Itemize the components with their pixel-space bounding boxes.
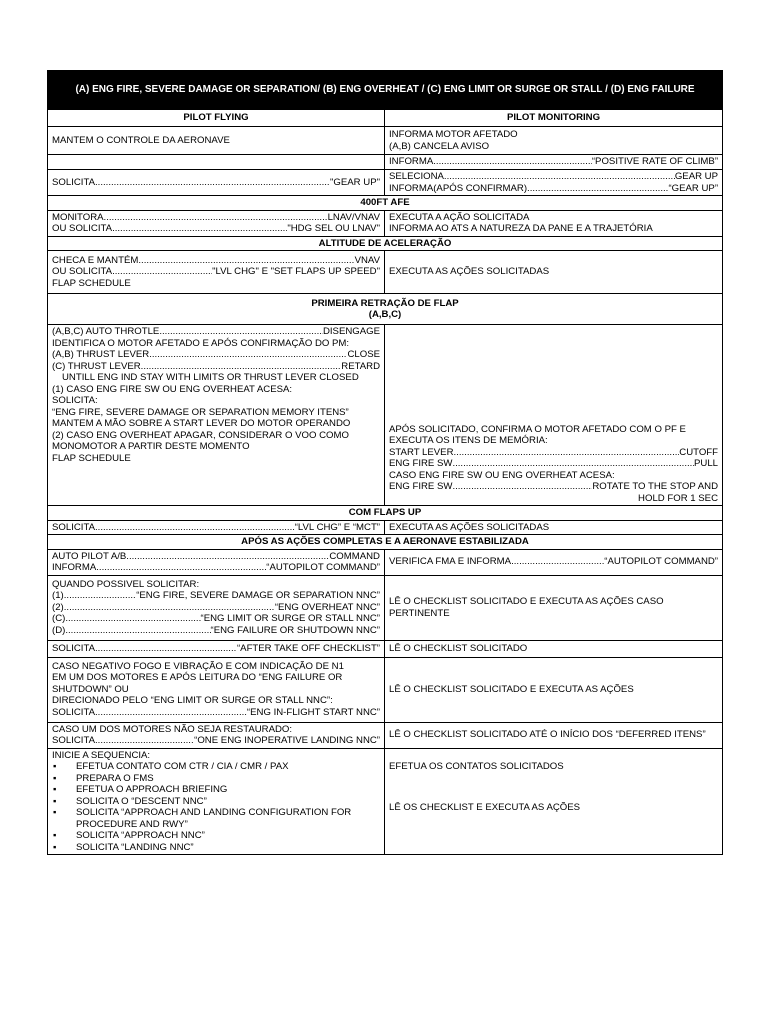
pf-line: (2) CASO ENG OVERHEAT APAGAR, CONSIDERAR O VOO COMO xyxy=(52,429,349,441)
pf-cell xyxy=(48,722,385,748)
pf-line-label: INFORMA xyxy=(52,562,97,573)
pf-cell xyxy=(48,657,385,722)
pm-line: LÊ OS CHECKLIST E EXECUTA AS AÇÕES xyxy=(389,802,581,813)
pm-line-value: “POSITIVE RATE OF CLIMB” xyxy=(591,156,719,168)
pf-line: CASO NEGATIVO FOGO E VIBRAÇÃO E COM INDICAÇÃO DE N1 xyxy=(52,660,344,672)
pm-line xyxy=(389,156,718,168)
pf-line-value: RETARD xyxy=(341,360,380,372)
list-item: ▪ SOLICITA “APPROACH AND LANDING CONFIGURATION FOR PROCEDURE AND RWY” xyxy=(52,807,380,830)
pm-cell: LÊ O CHECKLIST SOLICITADO E EXECUTA AS AÇÕES CASO PERTINENTE xyxy=(385,575,723,640)
pm-cell: LÊ O CHECKLIST SOLICITADO E EXECUTA AS AÇÕES xyxy=(385,657,723,722)
pf-line: SHUTDOWN” OU xyxy=(52,683,129,695)
pf-line-label: SOLICITA xyxy=(52,735,96,746)
pf-line xyxy=(52,223,380,235)
pf-line-value: VNAV xyxy=(354,254,380,266)
pf-line xyxy=(52,643,380,655)
pf-line: FLAP SCHEDULE xyxy=(52,277,131,289)
pf-line xyxy=(52,361,380,373)
pm-line xyxy=(389,171,718,183)
pm-line: EXECUTA OS ITENS DE MEMÓRIA: xyxy=(389,435,548,446)
pf-line-value: "GEAR UP" xyxy=(330,176,380,188)
pf-line: SOLICITA: xyxy=(52,395,98,406)
section-title: COM FLAPS UP xyxy=(48,506,723,521)
pm-cell xyxy=(385,748,723,855)
pf-line: DIRECIONADO PELO “ENG LIMIT OR SURGE OR STALL NNC”: xyxy=(52,695,333,707)
pm-line-value: “GEAR UP” xyxy=(668,182,719,194)
pf-line-label: (C) xyxy=(52,613,66,625)
pf-line xyxy=(52,602,380,614)
pf-line-label: (C) THRUST LEVER xyxy=(52,360,141,372)
pf-line-label: MONITORA xyxy=(52,211,104,223)
pf-line: MONOMOTOR A PARTIR DESTE MOMENTO xyxy=(52,441,250,452)
pm-line-value: PULL xyxy=(694,458,719,469)
title-sep: / xyxy=(317,84,323,96)
pf-line xyxy=(52,735,380,747)
title-part-b: (B) ENG OVERHEAT xyxy=(322,84,419,96)
header-row xyxy=(48,110,723,127)
pf-line: IDENTIFICA O MOTOR AFETADO E APÓS CONFIRMAÇÃO DO PM: xyxy=(52,337,350,349)
pf-line: (1) CASO ENG FIRE SW OU ENG OVERHEAT ACESA: xyxy=(52,383,293,395)
section-title-sub: (A,B,C) xyxy=(368,309,402,320)
pf-line-label: SOLICITA xyxy=(52,706,96,718)
pm-cell: EXECUTA AS AÇÕES SOLICITADAS xyxy=(385,520,723,535)
list-item: ▪ EFETUA O APPROACH BRIEFING xyxy=(52,784,380,796)
pf-line-label: OU SOLICITA xyxy=(52,223,113,234)
pm-line: CASO ENG FIRE SW OU ENG OVERHEAT ACESA: xyxy=(389,469,615,481)
pf-line: MANTEM A MÃO SOBRE A START LEVER DO MOTOR OPERANDO xyxy=(52,418,351,429)
section-title: ALTITUDE DE ACELERAÇÃO xyxy=(48,236,723,251)
pf-cell xyxy=(48,251,385,294)
pf-line: UNTILL ENG IND STAY WITH LIMITS OR THRUST LEVER CLOSED xyxy=(62,372,359,383)
pf-cell xyxy=(48,210,385,236)
pm-line: EFETUA OS CONTATOS SOLICITADOS xyxy=(389,760,564,772)
pf-line-value: "LVL CHG" E "SET FLAPS UP SPEED" xyxy=(212,266,380,278)
section-row xyxy=(48,236,723,251)
pm-line-value: GEAR UP xyxy=(674,171,719,182)
checklist-title xyxy=(48,71,723,110)
section-title xyxy=(48,294,723,325)
pm-line: EXECUTA A AÇÃO SOLICITADA xyxy=(389,211,530,223)
pf-line xyxy=(52,349,380,361)
table-row xyxy=(48,575,723,640)
section-row xyxy=(48,535,723,550)
pf-cell xyxy=(48,575,385,640)
pm-line: HOLD FOR 1 SEC xyxy=(638,492,719,504)
pf-line-label: SOLICITA xyxy=(52,176,96,188)
pf-line-value: “ONE ENG INOPERATIVE LANDING NNC” xyxy=(194,735,380,746)
pm-line: INFORMA AO ATS A NATUREZA DA PANE E A TRAJETÓRIA xyxy=(389,223,653,234)
pm-line xyxy=(389,556,718,568)
pf-line xyxy=(52,522,380,534)
pf-line xyxy=(52,590,380,602)
pf-line-label: SOLICITA xyxy=(52,521,96,533)
pilot-monitoring-header: PILOT MONITORING xyxy=(385,110,723,127)
pf-line-value: “ENG IN-FLIGHT START NNC” xyxy=(246,706,380,718)
pm-line-label: START LEVER xyxy=(389,446,454,458)
table-row xyxy=(48,657,723,722)
pm-line: INFORMA MOTOR AFETADO xyxy=(389,129,518,140)
pf-line-value: “ENG LIMIT OR SURGE OR STALL NNC” xyxy=(200,613,380,625)
pm-line-label: SELECIONA xyxy=(389,171,444,182)
pf-line-value: “AFTER TAKE OFF CHECKLIST” xyxy=(236,642,380,654)
pf-line-value: CLOSE xyxy=(347,349,380,360)
pm-line xyxy=(389,458,718,470)
pf-cell xyxy=(48,748,385,855)
pm-cell: EXECUTA AS AÇÕES SOLICITADAS xyxy=(385,251,723,294)
pf-line-label: (A,B,C) AUTO THROTLE xyxy=(52,326,160,337)
pf-line-label: (1) xyxy=(52,590,64,602)
pf-line xyxy=(52,266,380,278)
pm-line-label: ENG FIRE SW xyxy=(389,458,453,469)
pilot-flying-header: PILOT FLYING xyxy=(48,110,385,127)
pf-line: INICIE A SEQUENCIA: xyxy=(52,749,151,761)
pm-line-label: VERIFICA FMA E INFORMA xyxy=(389,556,512,568)
pf-line-value: LNAV/VNAV xyxy=(327,211,380,223)
pm-line-label: INFORMA(APÓS CONFIRMAR) xyxy=(389,182,528,194)
pf-line-value: “ENG OVERHEAT NNC” xyxy=(274,601,380,613)
pm-cell xyxy=(385,325,723,506)
pm-cell xyxy=(385,549,723,575)
pm-line-value: CUTOFF xyxy=(679,446,719,458)
pf-line-label: (D) xyxy=(52,624,66,636)
section-title-main: PRIMEIRA RETRAÇÃO DE FLAP xyxy=(311,297,459,309)
pf-line xyxy=(52,326,380,338)
table-row xyxy=(48,155,723,170)
table-row xyxy=(48,640,723,657)
pf-cell: MANTEM O CONTROLE DA AERONAVE xyxy=(48,127,385,155)
checklist-table xyxy=(47,70,723,855)
section-row xyxy=(48,196,723,211)
pf-line-label: (2) xyxy=(52,601,64,613)
table-row xyxy=(48,325,723,506)
title-part-c: (C) ENG LIMIT OR SURGE OR STALL xyxy=(427,84,603,96)
table-row xyxy=(48,210,723,236)
pm-line xyxy=(389,183,718,195)
pf-line-label: (A,B) THRUST LEVER xyxy=(52,349,150,360)
pm-line-label: INFORMA xyxy=(389,156,434,168)
pf-cell xyxy=(48,170,385,196)
pf-line-value: “ENG FAILURE OR SHUTDOWN NNC” xyxy=(210,624,380,636)
pf-line-value: COMMAND xyxy=(329,550,380,562)
pf-line xyxy=(52,707,380,719)
pm-cell xyxy=(385,170,723,196)
pm-line-label: ENG FIRE SW xyxy=(389,481,453,492)
title-row xyxy=(48,71,723,110)
title-part-d: (D) ENG FAILURE xyxy=(610,84,695,96)
pf-line-value: DISENGAGE xyxy=(322,326,380,337)
table-row xyxy=(48,748,723,855)
pf-line xyxy=(52,625,380,637)
table-row xyxy=(48,251,723,294)
pf-line: EM UM DOS MOTORES E APÓS LEITURA DO “ENG FAILURE OR xyxy=(52,672,343,684)
pf-line xyxy=(52,255,380,267)
pf-line: “ENG FIRE, SEVERE DAMAGE OR SEPARATION MEMORY ITENS” xyxy=(52,406,349,418)
sequence-list xyxy=(52,761,380,853)
list-item: ▪ PREPARA O FMS xyxy=(52,773,380,785)
pm-line-value: ROTATE TO THE STOP AND xyxy=(592,481,719,492)
list-item: ▪ SOLICITA O “DESCENT NNC” xyxy=(52,796,380,808)
section-title: 400FT AFE xyxy=(48,196,723,211)
pf-cell xyxy=(48,520,385,535)
pf-line-value: "HDG SEL OU LNAV" xyxy=(287,223,380,234)
title-sep: / xyxy=(418,84,428,96)
list-item: ▪ EFETUA CONTATO COM CTR / CIA / CMR / PAX xyxy=(52,761,380,773)
title-part-a: (A) ENG FIRE, SEVERE DAMAGE OR SEPARATION xyxy=(75,84,318,96)
list-item: ▪ SOLICITA “APPROACH NNC” xyxy=(52,830,380,842)
pm-cell xyxy=(385,127,723,155)
pf-line-label: AUTO PILOT A/B xyxy=(52,550,127,562)
pf-line-label: CHECA E MANTÉM xyxy=(52,254,139,266)
table-row xyxy=(48,722,723,748)
table-row xyxy=(48,520,723,535)
pm-line-value: “AUTOPILOT COMMAND” xyxy=(604,556,719,568)
pf-line-label: OU SOLICITA xyxy=(52,266,113,278)
pf-line xyxy=(52,562,380,574)
pm-cell: LÊ O CHECKLIST SOLICITADO xyxy=(385,640,723,657)
pf-cell xyxy=(48,549,385,575)
pf-line-value: “ENG FIRE, SEVERE DAMAGE OR SEPARATION NNC” xyxy=(136,590,380,602)
pf-line-value: “LVL CHG” E “MCT” xyxy=(294,521,380,533)
title-sep: / xyxy=(602,84,611,96)
pm-line: APÓS SOLICITADO, CONFIRMA O MOTOR AFETADO COM O PF E xyxy=(389,423,686,435)
pm-cell xyxy=(385,210,723,236)
pf-line: QUANDO POSSIVEL SOLICITAR: xyxy=(52,578,200,590)
pm-line xyxy=(389,772,718,802)
table-row xyxy=(48,549,723,575)
pf-line-value: “AUTOPILOT COMMAND” xyxy=(266,562,380,573)
pf-cell xyxy=(48,325,385,506)
pf-line xyxy=(52,212,380,224)
pf-cell xyxy=(48,640,385,657)
pf-cell-empty xyxy=(48,155,385,170)
pf-line: CASO UM DOS MOTORES NÃO SEJA RESTAURADO: xyxy=(52,723,293,735)
pf-line-label: SOLICITA xyxy=(52,642,96,654)
checklist-sheet xyxy=(47,70,722,855)
pf-line: FLAP SCHEDULE xyxy=(52,452,131,464)
pm-cell: LÊ O CHECKLIST SOLICITADO ATÉ O INÍCIO DOS “DEFERRED ITENS” xyxy=(385,722,723,748)
pf-line xyxy=(52,613,380,625)
table-row xyxy=(48,127,723,155)
list-item: ▪ SOLICITA “LANDING NNC” xyxy=(52,842,380,854)
pm-line: (A,B) CANCELA AVISO xyxy=(389,140,490,152)
pf-line xyxy=(52,177,380,189)
pf-line xyxy=(52,551,380,563)
table-row xyxy=(48,170,723,196)
pm-line xyxy=(389,481,718,493)
pm-line xyxy=(389,447,718,459)
pm-cell xyxy=(385,155,723,170)
section-row xyxy=(48,294,723,325)
section-row xyxy=(48,506,723,521)
section-title: APÓS AS AÇÕES COMPLETAS E A AERONAVE ESTABILIZADA xyxy=(48,535,723,550)
